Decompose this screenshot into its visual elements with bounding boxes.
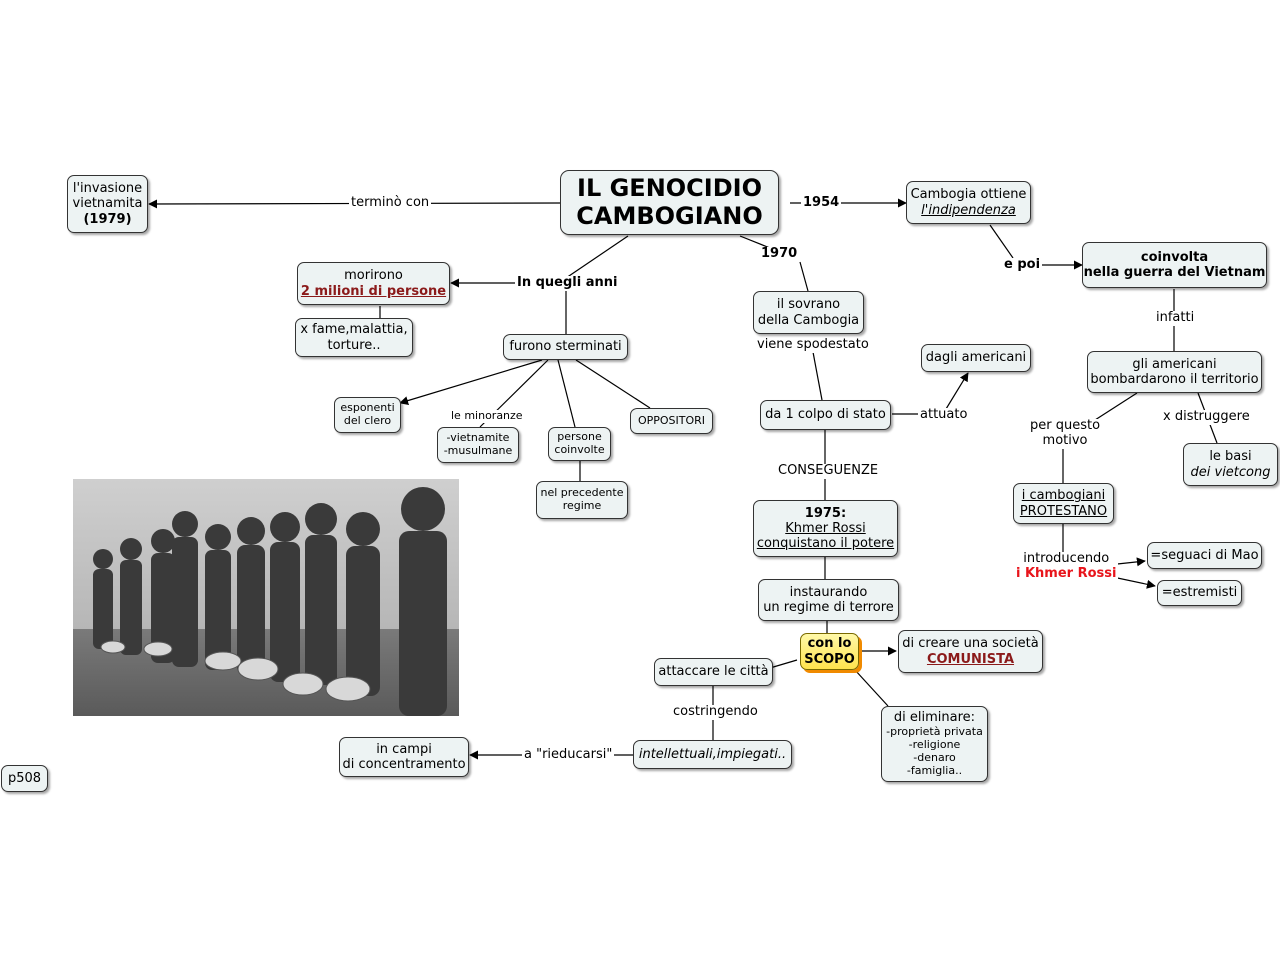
node-bombed[interactable] [1087,351,1262,393]
society-line-1: di creare una società [902,636,1039,652]
for-this-line-2: motivo [1042,432,1088,448]
eliminate-line-1: di eliminare: [893,710,976,726]
attack-text: attaccare le città [658,664,769,680]
node-camps[interactable] [339,737,469,777]
minorities-line-1: -vietnamite [446,431,510,445]
intellectuals-text: intellettuali,impiegati.. [638,746,787,762]
terror-line-2: un regime di terrore [763,600,894,615]
node-page-ref[interactable] [1,765,48,792]
mao-text: =seguaci di Mao [1150,547,1259,563]
photo-illustration [73,479,459,716]
extremists-text: =estremisti [1161,585,1238,601]
society-communist-link[interactable]: COMUNISTA [926,651,1015,667]
died-two-million-link[interactable]: 2 milioni di persone [300,283,447,299]
clergy-line-2: del clero [343,414,392,427]
node-americans[interactable] [921,344,1031,372]
camps-line-1: in campi [376,741,432,757]
vietcong-line-2: dei vietcong [1190,464,1271,480]
vietnam-line-1: coinvolta [1140,249,1209,265]
node-sovereign[interactable] [753,291,864,334]
node-coup[interactable] [760,400,891,430]
died-line-1: morirono [344,268,403,284]
eliminate-line-4: -denaro [913,750,956,764]
previous-regime-line-1: nel precedente [540,486,624,500]
introducing-text: introducendo [1023,551,1110,566]
label-deposed: viene spodestato [757,337,869,352]
invasion-line-2: vietnamita [72,196,143,212]
khmer-year: 1975: [804,505,847,521]
coup-text: da 1 colpo di stato [765,407,886,423]
for-this-line-1: per questo [1030,418,1101,433]
node-vietnam-war[interactable] [1082,242,1267,288]
famine-children-photo [73,479,459,716]
vietcong-line-1: le basi [1209,449,1252,465]
clergy-line-1: esponenti [340,401,395,415]
label-and-then: e poi [1004,257,1041,272]
node-clergy[interactable] [334,397,401,433]
opponents-text: OPPOSITORI [637,413,706,427]
khmer-line-3: conquistano il potere [756,536,895,552]
label-the-minorities: le minoranze [451,409,523,422]
node-minorities[interactable] [437,427,519,463]
label-forcing: costringendo [673,704,758,719]
previous-regime-line-2: regime [562,499,602,512]
independence-line-2: l'indipendenza [921,202,1016,218]
label-carried-out: attuato [920,407,968,422]
node-eliminate[interactable] [881,706,988,782]
node-invasion[interactable] [67,175,148,233]
node-exterminated[interactable] [503,334,628,360]
exterminated-text: furono sterminati [509,339,622,355]
label-1954: 1954 [803,195,840,210]
eliminate-line-2: -proprietà privata [886,724,983,738]
causes-line-1: x fame,malattia, [300,322,408,338]
cambodians-line-2: PROTESTANO [1019,503,1108,519]
minorities-line-2: -musulmane [443,444,513,457]
eliminate-line-3: -religione [908,737,961,751]
node-independence[interactable] [906,181,1031,224]
scope-line-1: con lo [807,636,852,652]
label-for-this-reason [1028,419,1102,449]
label-to-destroy: x distruggere [1163,409,1250,424]
independence-line-1: Cambogia ottiene [910,187,1027,203]
node-opponents[interactable] [630,408,713,434]
node-mao[interactable] [1147,542,1262,569]
sovereign-line-2: della Cambogia [757,312,860,328]
sovereign-line-1: il sovrano [776,297,841,313]
node-society[interactable] [898,630,1043,673]
node-died[interactable] [297,262,450,305]
involved-line-1: persone [557,430,602,444]
title-line-1: IL GENOCIDIO [577,173,762,202]
node-scope[interactable] [800,633,859,670]
label-ended-with: terminò con [351,195,430,210]
node-attack[interactable] [654,658,773,686]
node-intellectuals[interactable] [633,740,792,769]
invasion-line-1: l'invasione [72,181,143,196]
page-ref-text: p508 [7,770,42,786]
node-causes[interactable] [295,318,413,357]
khmer-red-text: i Khmer Rossi [1016,565,1117,581]
label-introducing [1014,552,1118,582]
eliminate-line-5: -famiglia.. [906,763,963,777]
node-involved[interactable] [548,427,611,461]
camps-line-2: di concentramento [342,757,466,772]
label-in-those-years: In quegli anni [517,275,618,290]
involved-line-2: coinvolte [554,443,605,456]
central-topic[interactable] [560,170,779,235]
bombed-line-1: gli americani [1132,356,1217,372]
node-khmer-1975[interactable] [753,500,898,557]
bombed-line-2: bombardarono il territorio [1090,372,1259,387]
label-reeducate: a "rieducarsi" [524,747,613,762]
node-vietcong[interactable] [1183,443,1278,486]
title-line-2: CAMBOGIANO [576,201,763,230]
causes-line-2: torture.. [327,337,381,353]
label-consequences: CONSEGUENZE [778,463,879,478]
scope-line-2: SCOPO [804,651,855,667]
node-terror[interactable] [758,579,899,621]
node-extremists[interactable] [1157,580,1242,606]
vietnam-line-2: nella guerra del Vietnam [1083,265,1266,280]
cambodians-line-1: i cambogiani [1021,488,1106,504]
invasion-year: (1979) [83,211,132,227]
node-cambodians[interactable] [1013,483,1114,524]
americans-text: dagli americani [925,350,1027,366]
label-1970: 1970 [761,246,798,261]
node-previous-regime[interactable] [536,481,628,519]
terror-line-1: instaurando [789,584,868,600]
khmer-line-2: Khmer Rossi [785,520,866,536]
label-in-fact: infatti [1156,310,1195,325]
